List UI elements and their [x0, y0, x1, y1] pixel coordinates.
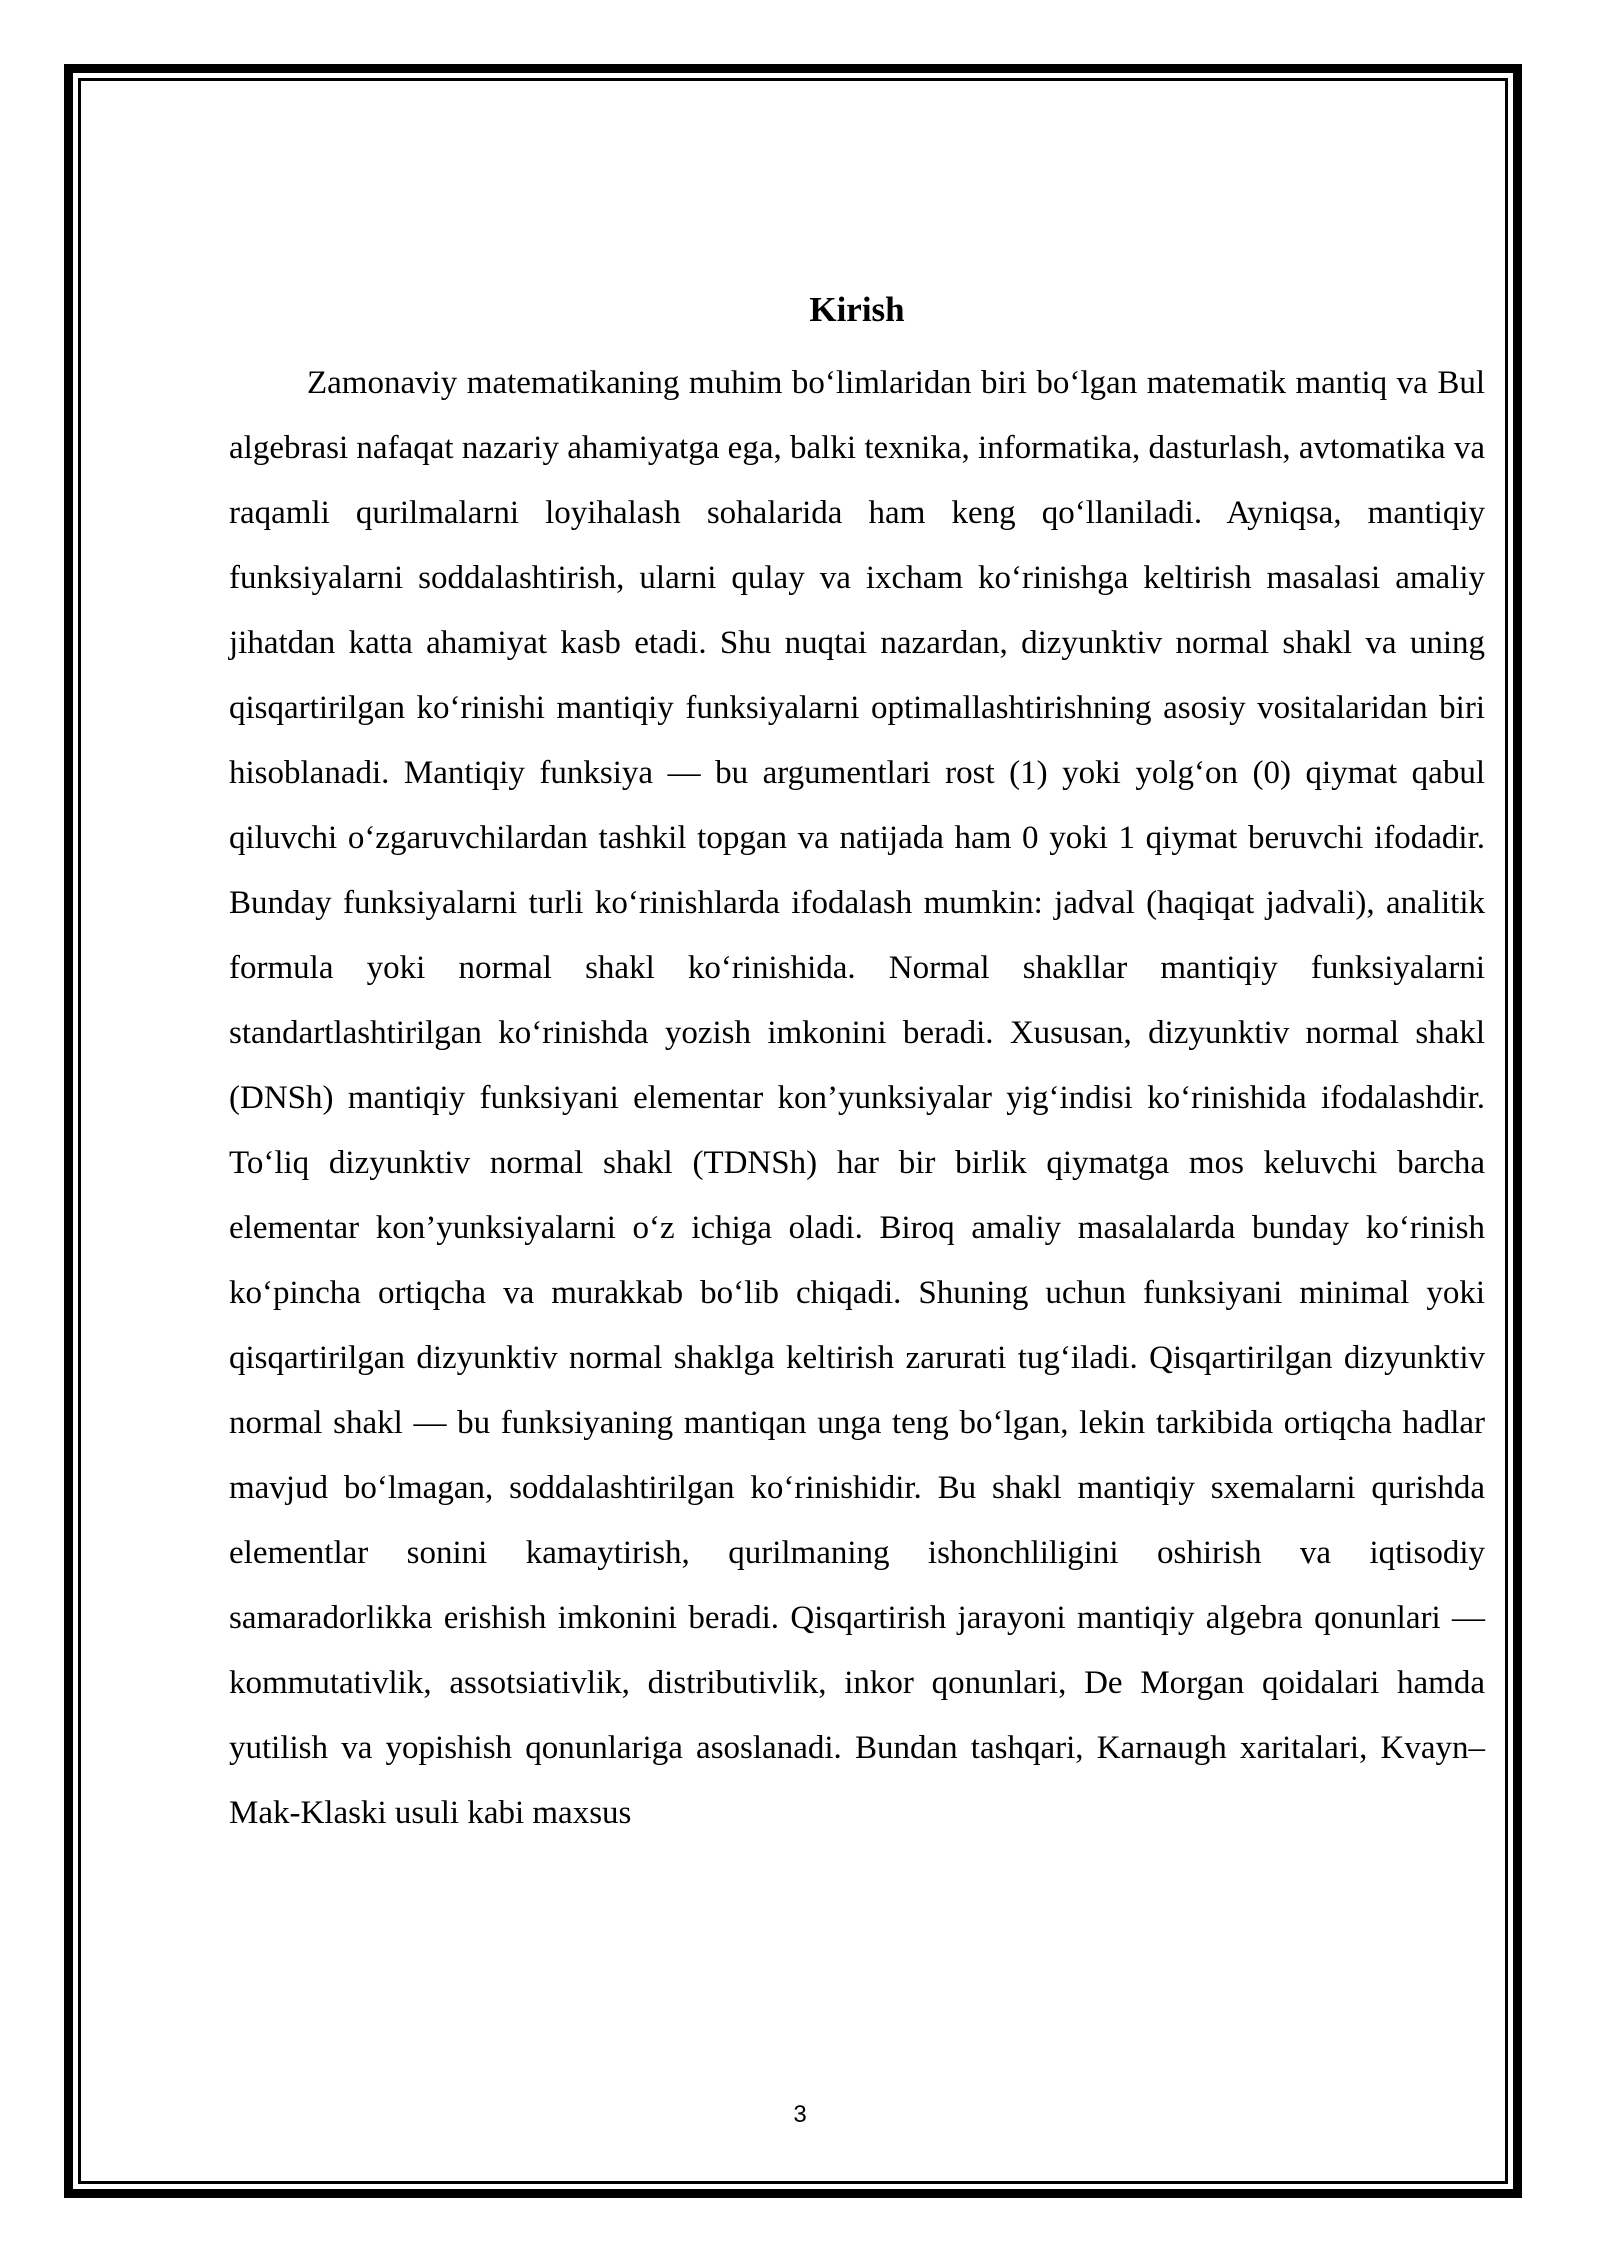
- page-number: 3: [793, 2101, 807, 2128]
- intro-paragraph: Zamonaviy matematikaning muhim bo‘limlaridan biri bo‘lgan matematik mantiq va Bul algebrasi nafaqat nazariy ahamiyatga ega, balki texnika, informatika, dasturlash, avtomatika va raqamli qurilmalarni loyihalash sohalarida ham keng qo‘llaniladi. Ayniqsa, mantiqiy funksiyalarni soddalashtirish, ularni qulay va ixcham ko‘rinishga keltirish masalasi amaliy jihatdan katta ahamiyat kasb etadi. Shu nuqtai nazardan, dizyunktiv normal shakl va uning qisqartirilgan ko‘rinishi mantiqiy funksiyalarni optimallashtirishning asosiy vositalaridan biri hisoblanadi. Mantiqiy funksiya — bu argumentlari rost (1) yoki yolg‘on (0) qiymat qabul qiluvchi o‘zgaruvchilardan tashkil topgan va natijada ham 0 yoki 1 qiymat beruvchi ifodadir. Bunday funksiyalarni turli ko‘rinishlarda ifodalash mumkin: jadval (haqiqat jadvali), analitik formula yoki normal shakl ko‘rinishida. Normal shakllar mantiqiy funksiyalarni standartlashtirilgan ko‘rinishda yozish imkonini beradi. Xususan, dizyunktiv normal shakl (DNSh) mantiqiy funksiyani elementar kon’yunksiyalar yig‘indisi ko‘rinishida ifodalashdir. To‘liq dizyunktiv normal shakl (TDNSh) har bir birlik qiymatga mos keluvchi barcha elementar kon’yunksiyalarni o‘z ichiga oladi. Biroq amaliy masalalarda bunday ko‘rinish ko‘pincha ortiqcha va murakkab bo‘lib chiqadi. Shuning uchun funksiyani minimal yoki qisqartirilgan dizyunktiv normal shaklga keltirish zarurati tug‘iladi. Qisqartirilgan dizyunktiv normal shakl — bu funksiyaning mantiqan unga teng bo‘lgan, lekin tarkibida ortiqcha hadlar mavjud bo‘lmagan, soddalashtirilgan ko‘rinishidir. Bu shakl mantiqiy sxemalarni qurishda elementlar sonini kamaytirish, qurilmaning ishonchliligini oshirish va iqtisodiy samaradorlikka erishish imkonini beradi. Qisqartirish jarayoni mantiqiy algebra qonunlari — kommutativlik, assotsiativlik, distributivlik, inkor qonunlari, De Morgan qoidalari hamda yutilish va yopishish qonunlariga asoslanadi. Bundan tashqari, Karnaugh xaritalari, Kvayn–Mak-Klaski usuli kabi maxsus: [229, 365, 1485, 1831]
- section-title: Kirish: [809, 290, 905, 329]
- page-content: [229, 286, 1485, 1846]
